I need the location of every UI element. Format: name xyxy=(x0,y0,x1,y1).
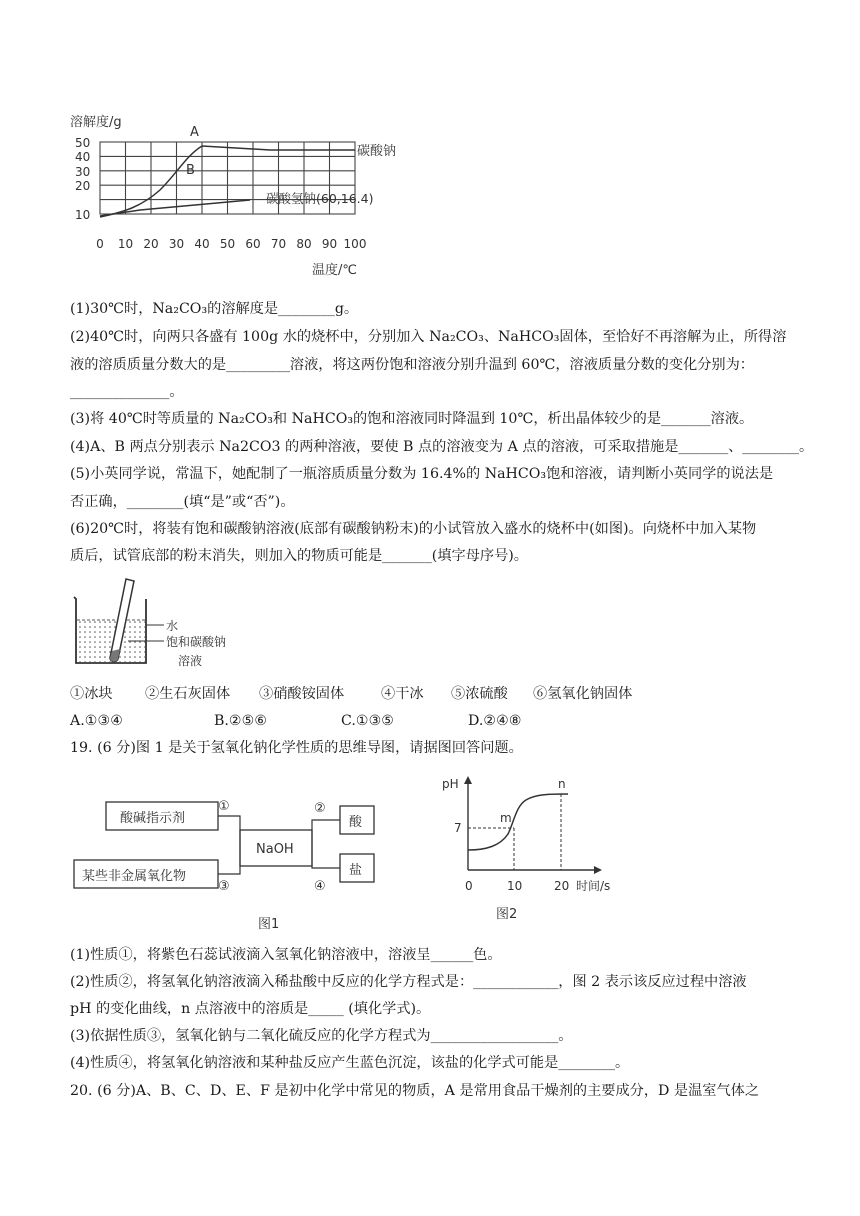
chart1-ytick-30: 30 xyxy=(75,165,91,179)
substance-item: ⑥氢氧化钠固体 xyxy=(533,686,633,702)
ph-xtick-0: 0 xyxy=(465,879,473,893)
chart1-xtick: 0 xyxy=(96,237,104,251)
solubility-chart xyxy=(70,110,430,285)
chart1-xtick: 50 xyxy=(219,237,236,251)
beaker-label-solution-2: 溶液 xyxy=(178,654,203,668)
number-3: ③ xyxy=(218,879,230,894)
naoh-mind-map xyxy=(68,790,398,940)
q18-part4: (4)A、B 两点分别表示 Na2CO3 的两种溶液，要使 B 点的溶液变为 A 点的溶液，可采取措施是_______、________。 xyxy=(70,439,814,455)
box-naoh-label: NaOH xyxy=(256,842,294,857)
point-m-label: m xyxy=(500,811,512,825)
q18-part5-line2: 否正确，________(填“是”或“否”)。 xyxy=(70,494,295,510)
choice-a: A.①③④ xyxy=(70,713,123,729)
chart1-ytick-10: 10 xyxy=(75,208,91,222)
chart1-ytick-20: 20 xyxy=(75,179,91,193)
number-1: ① xyxy=(218,799,230,814)
substance-item: ⑤浓硫酸 xyxy=(451,686,508,702)
beaker-figure xyxy=(68,575,248,675)
q18-part2-line3: ______________。 xyxy=(70,384,184,400)
chart1-xtick: 30 xyxy=(168,237,185,251)
chart1-xtick: 40 xyxy=(194,237,210,251)
q19-heading: 19. (6 分)图 1 是关于氢氧化钠化学性质的思维导图，请据图回答问题。 xyxy=(70,740,523,756)
q18-part2-line1: (2)40℃时，向两只各盛有 100g 水的烧杯中，分别加入 Na₂CO₃、NaHCO₃固体，至恰好不再溶解为止，所得溶 xyxy=(70,329,787,345)
chart1-ytick-40: 40 xyxy=(75,150,91,164)
number-4: ④ xyxy=(314,879,326,894)
q19-part2-line2: pH 的变化曲线，n 点溶液中的溶质是_____ (填化学式)。 xyxy=(70,1001,431,1017)
choice-c: C.①③⑤ xyxy=(341,713,395,729)
substance-item: ④干冰 xyxy=(381,686,424,702)
chart1-xtick: 20 xyxy=(143,237,159,251)
chart1-xtick: 60 xyxy=(245,237,261,251)
chart1-x-title: 温度/℃ xyxy=(312,263,357,278)
box-oxide-label: 某些非金属氧化物 xyxy=(82,869,187,884)
chart1-xtick: 90 xyxy=(321,237,338,251)
substances-list xyxy=(70,684,770,704)
time-axis-label: 时间/s xyxy=(576,879,611,893)
point-a-label: A xyxy=(190,125,199,140)
substance-item: ①冰块 xyxy=(70,686,113,702)
ph-curve-chart xyxy=(430,770,630,930)
substance-item: ②生石灰固体 xyxy=(145,686,231,702)
chart1-y-title: 溶解度/g xyxy=(70,115,122,130)
ph-xtick-10: 10 xyxy=(507,879,523,893)
q18-part6-line2: 质后，试管底部的粉末消失，则加入的物质可能是_______(填字母序号)。 xyxy=(70,548,528,564)
q18-part2-line2: 液的溶质质量分数大的是_________溶液，将这两份饱和溶液分别升温到 60℃，溶液质量分数的变化分别为： xyxy=(70,357,754,373)
q18-part6-line1: (6)20℃时，将装有饱和碳酸钠溶液(底部有碳酸钠粉末)的小试管放入盛水的烧杯中(如图)。向烧杯中加入某物 xyxy=(70,521,757,537)
chart1-xtick: 10 xyxy=(117,237,134,251)
box-acid-label: 酸 xyxy=(349,815,363,830)
chart1-ytick-50: 50 xyxy=(75,136,91,150)
beaker-label-water: 水 xyxy=(166,619,179,633)
choice-b: B.②⑤⑥ xyxy=(214,713,268,729)
q19-part1: (1)性质①，将紫色石蕊试液滴入氢氧化钠溶液中，溶液呈______色。 xyxy=(70,947,502,963)
figure1-caption: 图1 xyxy=(258,917,280,932)
q19-part2-line1: (2)性质②，将氢氧化钠溶液滴入稀盐酸中反应的化学方程式是：____________，图 2 表示该反应过程中溶液 xyxy=(70,974,747,990)
point-n-label: n xyxy=(558,777,566,791)
series-label-nahco3: 碳酸氢钠(60,16.4) xyxy=(266,191,374,206)
choice-d: D.②④⑧ xyxy=(468,713,522,729)
q18-part1: (1)30℃时，Na₂CO₃的溶解度是________g。 xyxy=(70,301,359,317)
q19-part3: (3)依据性质③，氢氧化钠与二氧化硫反应的化学方程式为__________________。 xyxy=(70,1028,573,1044)
chart1-xtick: 100 xyxy=(343,237,367,251)
figure2-caption: 图2 xyxy=(496,907,518,922)
chart1-xtick: 70 xyxy=(270,237,287,251)
point-b-label: B xyxy=(186,163,195,178)
beaker-label-solution: 饱和碳酸钠 xyxy=(166,635,227,649)
q19-part4: (4)性质④，将氢氧化钠溶液和某种盐反应产生蓝色沉淀，该盐的化学式可能是________。 xyxy=(70,1055,630,1071)
box-salt-label: 盐 xyxy=(349,863,363,878)
q18-part5-line1: (5)小英同学说，常温下，她配制了一瓶溶质质量分数为 16.4%的 NaHCO₃饱和溶液，请判断小英同学的说法是 xyxy=(70,466,774,482)
choices-list xyxy=(70,711,770,731)
substance-item: ③硝酸铵固体 xyxy=(259,686,345,702)
chart1-xtick: 80 xyxy=(296,237,312,251)
q18-part3: (3)将 40℃时等质量的 Na₂CO₃和 NaHCO₃的饱和溶液同时降温到 10℃，析出晶体较少的是_______溶液。 xyxy=(70,411,754,427)
number-2: ② xyxy=(314,801,326,816)
ph-axis-label: pH xyxy=(442,777,459,791)
box-indicator-label: 酸碱指示剂 xyxy=(120,811,186,826)
series-label-na2co3: 碳酸钠 xyxy=(357,144,397,159)
q20-heading: 20. (6 分)A、B、C、D、E、F 是初中化学中常见的物质，A 是常用食品干燥剂的主要成分，D 是温室气体之 xyxy=(70,1083,760,1099)
ph-xtick-20: 20 xyxy=(554,879,570,893)
ph-7-label: 7 xyxy=(454,821,462,835)
